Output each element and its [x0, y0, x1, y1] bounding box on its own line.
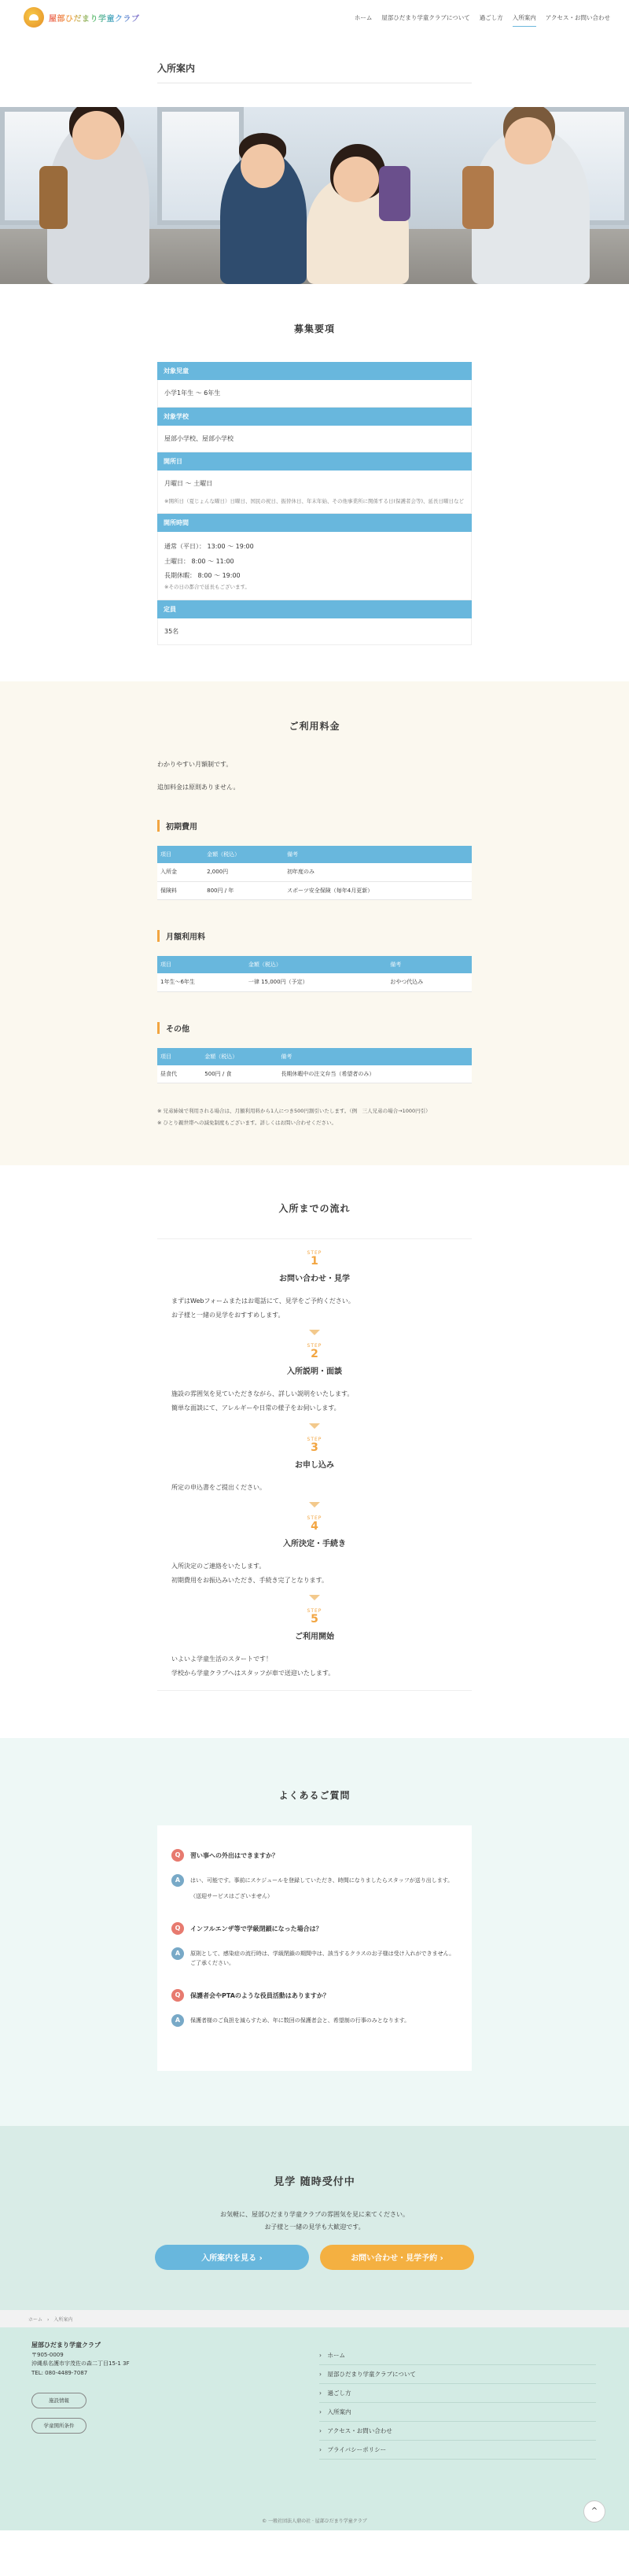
flow-step-1 [157, 1250, 472, 1322]
cell: 800円 / 年 [204, 881, 284, 900]
fees-intro: わかりやすい月額制です。 [157, 761, 233, 769]
site-footer [0, 2327, 629, 2530]
initial-fee-table [157, 846, 472, 900]
answer-text: 保護者様のご負担を減らすため、年に数回の保護者会と、希望制の行事のみとなります。 [190, 2017, 410, 2024]
footer-link-privacy[interactable]: › プライバシーポリシー [319, 2441, 596, 2460]
step-number: 5 [311, 1613, 318, 1626]
hours-saturday: 土曜日： 8:00 〜 11:00 [164, 557, 234, 565]
question-text: 保護者会やPTAのような役員活動はありますか？ [190, 1991, 329, 1999]
req-value: 35名 [157, 618, 472, 646]
cell: おやつ代込み [387, 973, 472, 991]
cell: スポーツ安全保険（毎年4月更新） [284, 881, 472, 900]
step-arrow-icon [309, 1502, 320, 1508]
footer-links [319, 2346, 596, 2460]
question-badge-icon: Q [171, 1849, 184, 1862]
question-text: インフルエンザ等で学級閉鎖になった場合は？ [190, 1925, 322, 1932]
flow-step-3 [157, 1437, 472, 1495]
footer-link-label: プライバシーポリシー [327, 2445, 387, 2453]
visit-text-line: お子様と一緒の見学も大歓迎です。 [264, 2223, 365, 2231]
step-title: ご利用開始 [295, 1633, 334, 1642]
requirements-list [157, 362, 472, 645]
faq-section [0, 1738, 629, 2126]
hours-holiday: 長期休暇： 8:00 〜 19:00 [164, 571, 241, 579]
col-header: 項目 [157, 956, 245, 973]
req-value: 小学1年生 〜 6年生 [157, 380, 472, 408]
faq-answer [171, 1874, 458, 1902]
step-title: お問い合わせ・見学 [279, 1275, 350, 1284]
site-logo[interactable] [24, 7, 140, 28]
cell: 長期休暇中の注文弁当（希望者のみ） [278, 1065, 472, 1083]
nav-admission[interactable]: 入所案内 [513, 9, 536, 27]
cell: 保険料 [157, 881, 204, 900]
col-header: 項目 [157, 1048, 201, 1065]
col-header: 備考 [278, 1048, 472, 1065]
breadcrumb: ホーム › 入所案内 [0, 2310, 629, 2327]
question-text: 習い事への外出はできますか？ [190, 1851, 278, 1859]
logo-text: 屋部ひだまり学童クラブ [49, 12, 140, 24]
step-text: 入所決定のご連絡をいたします。 [171, 1563, 266, 1570]
cell: 2,000円 [204, 863, 284, 881]
step-label: STEP [307, 1608, 322, 1615]
faq-question [171, 1922, 458, 1935]
col-header: 備考 [387, 956, 472, 973]
fee-note: ※ 兄弟姉妹で利用される場合は、月額利用料から1人につき500円割引いたします。（例 三人兄弟の場合→1000円引） [157, 1108, 431, 1115]
fees-section [0, 681, 629, 1165]
footer-link-access[interactable]: › アクセス・お問い合わせ [319, 2422, 596, 2441]
req-label: 対象学校 [157, 408, 472, 426]
fees-heading: ご利用料金 [289, 721, 340, 733]
faq-question [171, 1989, 458, 2002]
req-value-text: 月曜日 〜 土曜日 [164, 480, 213, 488]
footer-address: 沖縄県名護市宇茂佐の森二丁目15-1 3F [31, 2360, 130, 2367]
req-label: 対象児童 [157, 362, 472, 380]
contact-visit-button[interactable]: お問い合わせ・見学予約 › [320, 2245, 474, 2270]
flow-step-4 [157, 1515, 472, 1587]
flow-step-5 [157, 1608, 472, 1680]
step-arrow-icon [309, 1595, 320, 1600]
cell: 入所金 [157, 863, 204, 881]
step-number: 2 [311, 1348, 318, 1361]
visit-cta-section [0, 2126, 629, 2310]
step-title: お申し込み [295, 1460, 334, 1470]
answer-badge-icon: A [171, 2014, 184, 2027]
faq-answer [171, 1947, 458, 1969]
footer-link-home[interactable]: › ホーム [319, 2346, 596, 2365]
requirements-section [0, 284, 629, 681]
footer-link-label: アクセス・お問い合わせ [327, 2427, 392, 2434]
req-value [157, 532, 472, 600]
step-arrow-icon [309, 1330, 320, 1335]
step-number: 3 [311, 1441, 318, 1454]
initial-fee-heading: 初期費用 [157, 820, 472, 832]
visit-heading: 見学 随時受付中 [274, 2176, 355, 2188]
footer-link-about[interactable]: › 屋部ひだまり学童クラブについて [319, 2365, 596, 2384]
step-text: 学校から学童クラブへはスタッフが車で送迎いたします。 [171, 1669, 335, 1677]
answer-text: （送迎サービスはございません） [190, 1893, 273, 1900]
cell: 初年度のみ [284, 863, 472, 881]
req-label: 開所時間 [157, 514, 472, 532]
ops-conditions-button[interactable]: 学童開所条件 [31, 2418, 86, 2434]
answer-badge-icon: A [171, 1874, 184, 1887]
cell: 一律 15,000円（予定） [245, 973, 387, 991]
step-text: 施設の雰囲気を見ていただきながら、詳しい説明をいたします。 [171, 1390, 354, 1398]
col-header: 備考 [284, 846, 472, 863]
footer-name: 屋部ひだまり学童クラブ [31, 2341, 101, 2349]
nav-about[interactable]: 屋部ひだまり学童クラブについて [381, 13, 470, 21]
faq-answer [171, 2014, 458, 2027]
page-title: 入所案内 [157, 61, 472, 83]
fee-note: ※ ひとり親世帯への減免制度もございます。詳しくはお問い合わせください。 [157, 1120, 337, 1127]
cell: 昼食代 [157, 1065, 201, 1083]
faq-heading: よくあるご質問 [278, 1789, 351, 1801]
footer-link-daily[interactable]: › 過ごし方 [319, 2384, 596, 2403]
other-fee-heading: その他 [157, 1022, 472, 1034]
other-fee-table [157, 1048, 472, 1084]
nav-home[interactable]: ホーム [354, 13, 373, 21]
faq-card [157, 1825, 472, 2071]
step-text: お子様と一緒の見学をおすすめします。 [171, 1311, 285, 1319]
footer-link-label: 過ごし方 [327, 2389, 351, 2397]
facility-info-button[interactable]: 施設情報 [31, 2393, 86, 2408]
requirements-heading: 募集要項 [293, 323, 335, 334]
main-nav [355, 9, 610, 27]
footer-tel: TEL: 080-4489-7087 [31, 2370, 88, 2377]
fees-intro: 追加料金は原則ありません。 [157, 783, 240, 791]
question-badge-icon: Q [171, 1922, 184, 1935]
footer-info [31, 2340, 130, 2434]
flow-section [0, 1165, 629, 1737]
flow-heading: 入所までの流れ [278, 1203, 351, 1215]
nav-daily[interactable]: 過ごし方 [479, 13, 503, 21]
footer-link-label: ホーム [327, 2351, 345, 2359]
monthly-fee-table [157, 956, 472, 992]
req-note: ※その日の都合で延長もございます。 [164, 584, 250, 591]
hero-image [0, 107, 629, 284]
flow-step-2 [157, 1343, 472, 1415]
step-text: 初期費用をお振込みいただき、手続き完了となります。 [171, 1576, 329, 1584]
step-text: いよいよ学童生活のスタートです！ [171, 1655, 272, 1663]
cell: 500円 / 食 [201, 1065, 278, 1083]
visit-text [0, 2209, 629, 2234]
answer-text: 原則として、感染症の流行時は、学級閉鎖の期間中は、該当するクラスのお子様は受け入れができません。ご了承ください。 [190, 1950, 455, 1967]
table-row [157, 973, 472, 991]
col-header: 金額（税込） [201, 1048, 278, 1065]
step-text: 簡単な面談にて、アレルギーや日常の様子をお伺いします。 [171, 1404, 340, 1412]
step-title: 入所説明・面談 [287, 1367, 342, 1377]
table-row [157, 863, 472, 881]
hours-weekday: 通常（平日）： 13:00 〜 19:00 [164, 543, 254, 551]
req-label: 開所日 [157, 452, 472, 471]
step-label: STEP [307, 1515, 322, 1522]
nav-access[interactable]: アクセス・お問い合わせ [545, 13, 610, 21]
step-text: まずはWebフォームまたはお電話にて、見学をご予約ください。 [171, 1297, 355, 1305]
back-to-top-button[interactable]: ^ [583, 2500, 605, 2522]
copyright: © 一般社団法人鼎の社 · 屋部ひだまり学童クラブ [262, 2518, 367, 2524]
answer-text: はい、可能です。事前にスケジュールを登録していただき、時間になりましたらスタッフが送り出します。 [190, 1877, 454, 1884]
question-badge-icon: Q [171, 1989, 184, 2002]
footer-link-label: 入所案内 [327, 2408, 351, 2415]
req-note: ※開所日（夏じょんな曜日）日曜日、国民の祝日、振替休日、年末年始、その他事業所に関係する日(保護者会等)、延長日曜日など [164, 497, 465, 504]
col-header: 金額（税込） [245, 956, 387, 973]
step-label: STEP [307, 1250, 322, 1257]
col-header: 項目 [157, 846, 204, 863]
step-label: STEP [307, 1436, 322, 1442]
site-header [0, 0, 629, 35]
logo-icon [24, 7, 44, 28]
col-header: 金額（税込） [204, 846, 284, 863]
req-value [157, 471, 472, 514]
footer-link-admission[interactable]: › 入所案内 [319, 2403, 596, 2422]
visit-text-line: お気軽に、屋部ひだまり学童クラブの雰囲気を見に来てください。 [220, 2210, 409, 2218]
footer-link-label: 屋部ひだまり学童クラブについて [327, 2370, 416, 2378]
step-arrow-icon [309, 1423, 320, 1429]
req-label: 定員 [157, 600, 472, 618]
req-value: 屋部小学校、屋部小学校 [157, 426, 472, 453]
step-text: 所定の申込書をご提出ください。 [171, 1483, 266, 1491]
step-number: 1 [311, 1255, 318, 1268]
step-title: 入所決定・手続き [283, 1540, 346, 1549]
answer-badge-icon: A [171, 1947, 184, 1960]
admission-guide-button[interactable]: 入所案内を見る › [155, 2245, 309, 2270]
faq-question [171, 1849, 458, 1862]
step-number: 4 [311, 1520, 318, 1533]
table-row [157, 1065, 472, 1083]
step-label: STEP [307, 1343, 322, 1349]
monthly-fee-heading: 月額利用料 [157, 930, 472, 942]
cell: 1年生〜6年生 [157, 973, 245, 991]
footer-postal: 〒905-0009 [31, 2351, 64, 2358]
table-row [157, 881, 472, 900]
